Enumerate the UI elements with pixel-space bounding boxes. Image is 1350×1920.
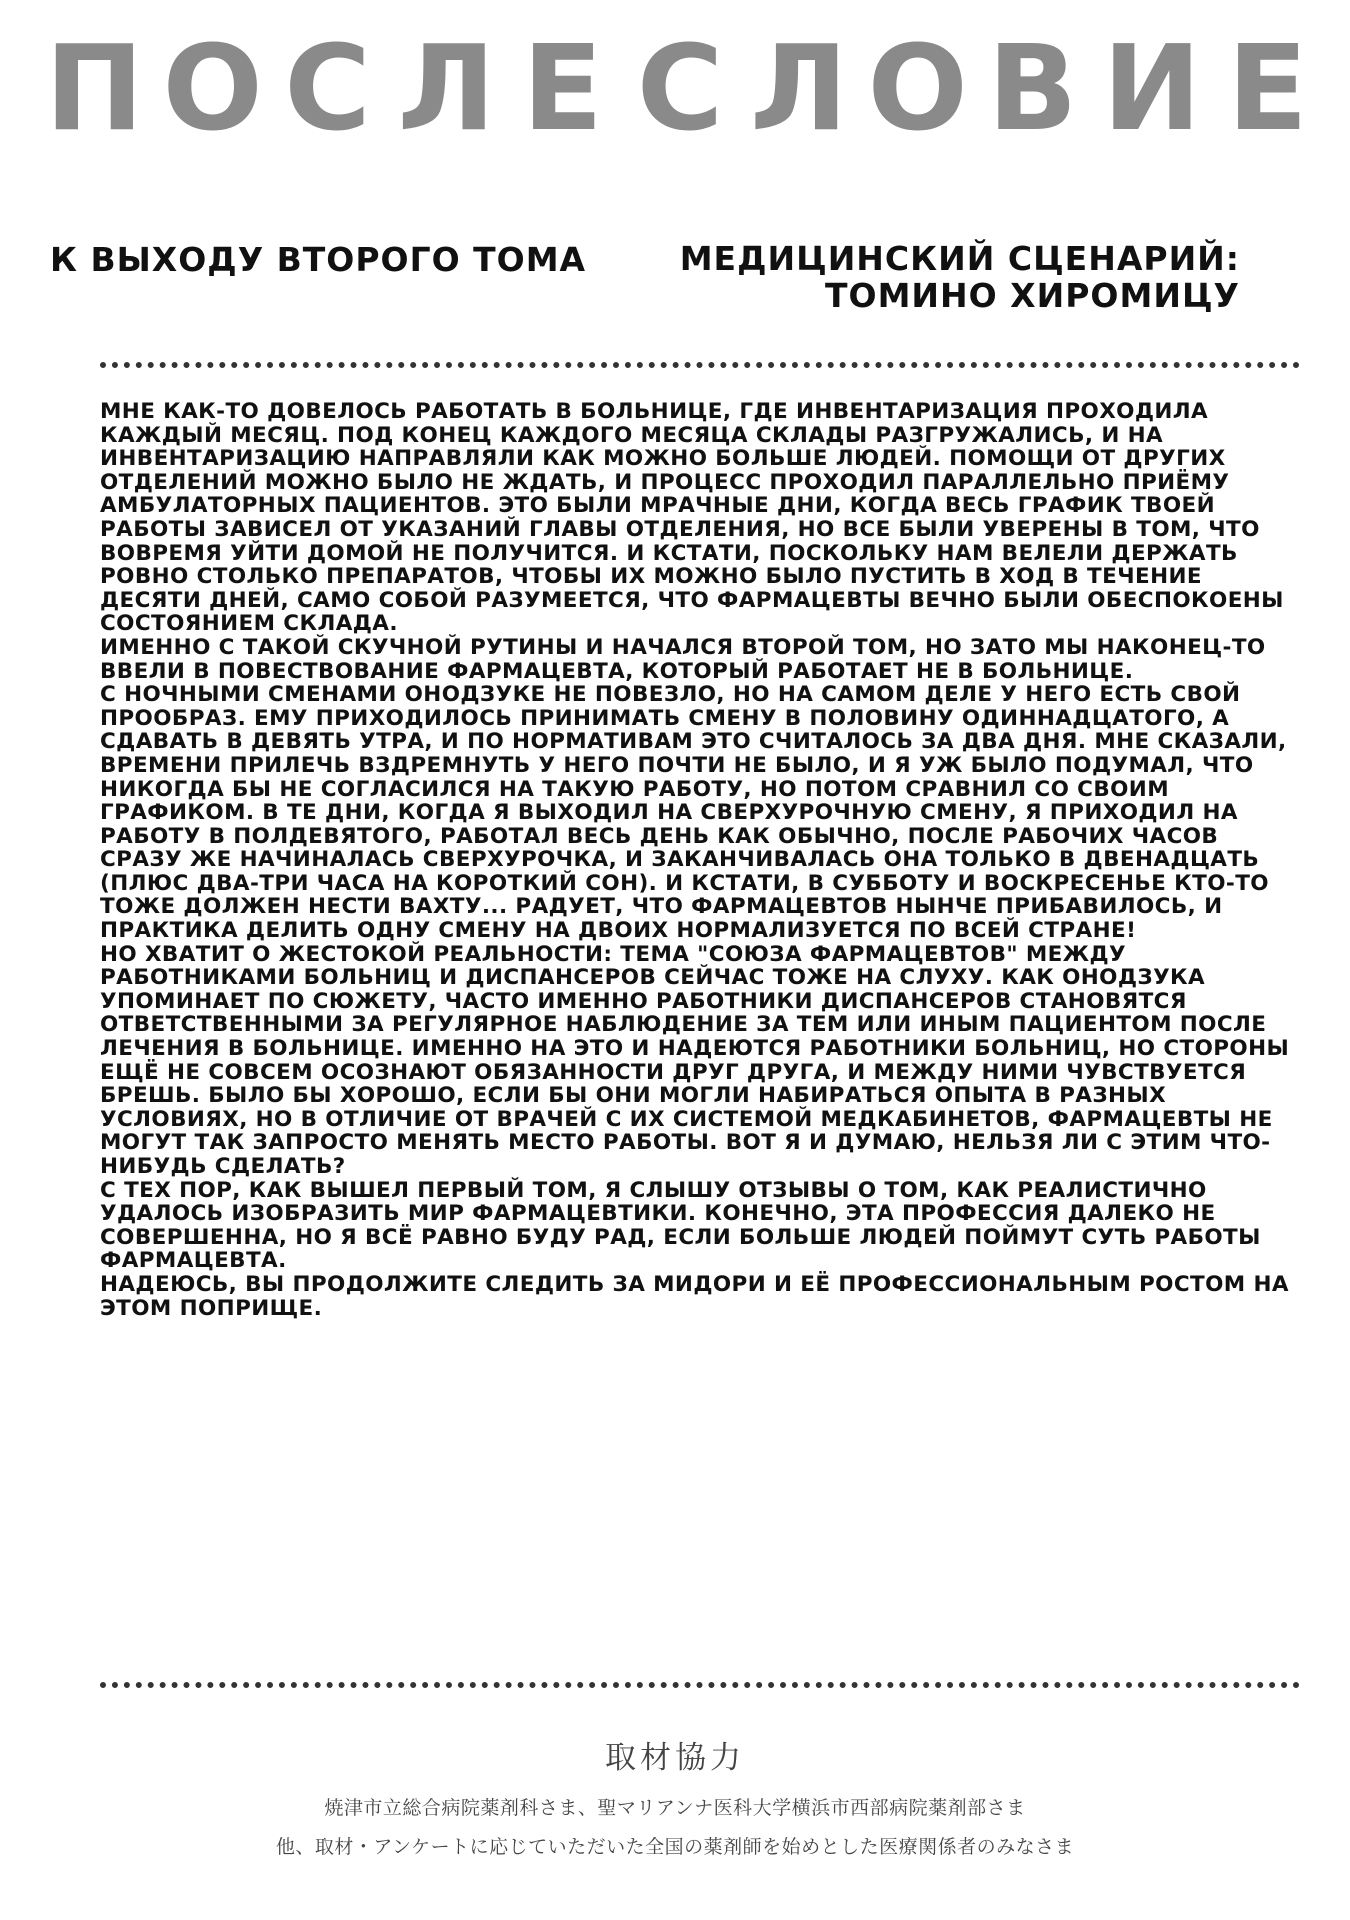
title-letter: О xyxy=(867,19,968,157)
paragraph: С НОЧНЫМИ СМЕНАМИ ОНОДЗУКЕ НЕ ПОВЕЗЛО, НО НА САМОМ ДЕЛЕ У НЕГО ЕСТЬ СВОЙ ПРООБРАЗ. ЕМУ ПРИХОДИЛОСЬ ПРИНИМАТЬ СМЕНУ В ПОЛОВИНУ ОДИННАДЦАТОГО, А СДАВАТЬ В ДЕВЯТЬ УТРА, И ПО НОРМАТИВАМ ЭТО СЧИТАЛОСЬ ЗА ДВА ДНЯ. МНЕ СКАЗАЛИ, ВРЕМЕНИ ПРИЛЕЧЬ ВЗДРЕМНУТЬ У НЕГО ПОЧТИ НЕ БЫЛО, И Я УЖ БЫЛО ПОДУМАЛ, ЧТО НИКОГДА БЫ НЕ СОГЛАСИЛСЯ НА ТАКУЮ РАБОТУ, НО ПОТОМ СРАВНИЛ СО СВОИМ ГРАФИКОМ. В ТЕ ДНИ, КОГДА Я ВЫХОДИЛ НА СВЕРХУРОЧНУЮ СМЕНУ, Я ПРИХОДИЛ НА РАБОТУ В ПОЛДЕВЯТОГО, РАБОТАЛ ВЕСЬ ДЕНЬ КАК ОБЫЧНО, ПОСЛЕ РАБОЧИХ ЧАСОВ СРАЗУ ЖЕ НАЧИНАЛАСЬ СВЕРХУРОЧКА, И ЗАКАНЧИВАЛАСЬ ОНА ТОЛЬКО В ДВЕНАДЦАТЬ (ПЛЮС ДВА-ТРИ ЧАСА НА КОРОТКИЙ СОН). И КСТАТИ, В СУББОТУ И ВОСКРЕСЕНЬЕ КТО-ТО ТОЖЕ ДОЛЖЕН НЕСТИ ВАХТУ... РАДУЕТ, ЧТО ФАРМАЦЕВТОВ НЫНЧЕ ПРИБАВИЛОСЬ, И ПРАКТИКА ДЕЛИТЬ ОДНУ СМЕНУ НА ДВОИХ НОРМАЛИЗУЕТСЯ ПО ВСЕЙ СТРАНЕ! xyxy=(100,682,1287,944)
author-credit-role: МЕДИЦИНСКИЙ СЦЕНАРИЙ: xyxy=(679,239,1240,278)
title-letter: П xyxy=(45,19,144,157)
credits-line: 他、取材・アンケートに応じていただいた全国の薬剤師を始めとした医療関係者のみなさま xyxy=(275,1836,1075,1858)
volume-heading: К ВЫХОДУ ВТОРОГО ТОМА xyxy=(50,240,587,279)
paragraph: С ТЕХ ПОР, КАК ВЫШЕЛ ПЕРВЫЙ ТОМ, Я СЛЫШУ ОТЗЫВЫ О ТОМ, КАК РЕАЛИСТИЧНО УДАЛОСЬ ИЗОБРАЗИТЬ МИР ФАРМАЦЕВТИКИ. КОНЕЧНО, ЭТА ПРОФЕССИЯ ДАЛЕКО НЕ СОВЕРШЕННА, НО Я ВСЁ РАВНО БУДУ РАД, ЕСЛИ БОЛЬШЕ ЛЮДЕЙ ПОЙМУТ СУТЬ РАБОТЫ ФАРМАЦЕВТА. xyxy=(100,1177,1261,1274)
dotted-divider-bottom xyxy=(100,1682,1300,1688)
title-letter: И xyxy=(1102,19,1202,157)
title-letter: Е xyxy=(1227,19,1308,157)
title-letter: С xyxy=(284,19,371,157)
title-letter: С xyxy=(636,19,724,157)
title-letter: Л xyxy=(397,19,496,157)
page-title xyxy=(45,18,1315,158)
title-letter: Л xyxy=(750,19,849,157)
paragraph: НАДЕЮСЬ, ВЫ ПРОДОЛЖИТЕ СЛЕДИТЬ ЗА МИДОРИ И ЕЁ ПРОФЕССИОНАЛЬНЫМ РОСТОМ НА ЭТОМ ПОПРИЩЕ. xyxy=(100,1271,1289,1321)
paragraph: НО ХВАТИТ О ЖЕСТОКОЙ РЕАЛЬНОСТИ: ТЕМА "СОЮЗА ФАРМАЦЕВТОВ" МЕЖДУ РАБОТНИКАМИ БОЛЬНИЦ И ДИСПАНСЕРОВ СЕЙЧАС ТОЖЕ НА СЛУХУ. КАК ОНОДЗУКА УПОМИНАЕТ ПО СЮЖЕТУ, ЧАСТО ИМЕННО РАБОТНИКИ ДИСПАНСЕРОВ СТАНОВЯТСЯ ОТВЕТСТВЕННЫМИ ЗА РЕГУЛЯРНОЕ НАБЛЮДЕНИЕ ЗА ТЕМ ИЛИ ИНЫМ ПАЦИЕНТОМ ПОСЛЕ ЛЕЧЕНИЯ В БОЛЬНИЦЕ. ИМЕННО НА ЭТО И НАДЕЮТСЯ РАБОТНИКИ БОЛЬНИЦ, НО СТОРОНЫ ЕЩЁ НЕ СОВСЕМ ОСОЗНАЮТ ОБЯЗАННОСТИ ДРУГ ДРУГА, И МЕЖДУ НИМИ ЧУВСТВУЕТСЯ БРЕШЬ. БЫЛО БЫ ХОРОШО, ЕСЛИ БЫ ОНИ МОГЛИ НАБИРАТЬСЯ ОПЫТА В РАЗНЫХ УСЛОВИЯХ, НО В ОТЛИЧИЕ ОТ ВРАЧЕЙ С ИХ СИСТЕМОЙ МЕДКАБИНЕТОВ, ФАРМАЦЕВТЫ НЕ МОГУТ ТАК ЗАПРОСТО МЕНЯТЬ МЕСТО РАБОТЫ. ВОТ Я И ДУМАЮ, НЕЛЬЗЯ ЛИ С ЭТИМ ЧТО-НИБУДЬ СДЕЛАТЬ? xyxy=(100,941,1290,1179)
paragraph: ИМЕННО С ТАКОЙ СКУЧНОЙ РУТИНЫ И НАЧАЛСЯ ВТОРОЙ ТОМ, НО ЗАТО МЫ НАКОНЕЦ-ТО ВВЕЛИ В ПОВЕСТВОВАНИЕ ФАРМАЦЕВТА, КОТОРЫЙ РАБОТАЕТ НЕ В БОЛЬНИЦЕ. xyxy=(100,634,1266,684)
dotted-divider-top xyxy=(100,362,1300,368)
title-letter: О xyxy=(162,19,263,157)
title-letter: Е xyxy=(522,19,603,157)
paragraph: МНЕ КАК-ТО ДОВЕЛОСЬ РАБОТАТЬ В БОЛЬНИЦЕ, ГДЕ ИНВЕНТАРИЗАЦИЯ ПРОХОДИЛА КАЖДЫЙ МЕСЯЦ. ПОД КОНЕЦ КАЖДОГО МЕСЯЦА СКЛАДЫ РАЗГРУЖАЛИСЬ, И НА ИНВЕНТАРИЗАЦИЮ НАПРАВЛЯЛИ КАК МОЖНО БОЛЬШЕ ЛЮДЕЙ. ПОМОЩИ ОТ ДРУГИХ ОТДЕЛЕНИЙ МОЖНО БЫЛО НЕ ЖДАТЬ, И ПРОЦЕСС ПРОХОДИЛ ПАРАЛЛЕЛЬНО ПРИЁМУ АМБУЛАТОРНЫХ ПАЦИЕНТОВ. ЭТО БЫЛИ МРАЧНЫЕ ДНИ, КОГДА ВЕСЬ ГРАФИК ТВОЕЙ РАБОТЫ ЗАВИСЕЛ ОТ УКАЗАНИЙ ГЛАВЫ ОТДЕЛЕНИЯ, НО ВСЕ БЫЛИ УВЕРЕНЫ В ТОМ, ЧТО ВОВРЕМЯ УЙТИ ДОМОЙ НЕ ПОЛУЧИТСЯ. И КСТАТИ, ПОСКОЛЬКУ НАМ ВЕЛЕЛИ ДЕРЖАТЬ РОВНО СТОЛЬКО ПРЕПАРАТОВ, ЧТОБЫ ИХ МОЖНО БЫЛО ПУСТИТЬ В ХОД В ТЕЧЕНИЕ ДЕСЯТИ ДНЕЙ, САМО СОБОЙ РАЗУМЕЕТСЯ, ЧТО ФАРМАЦЕВТЫ ВЕЧНО БЫЛИ ОБЕСПОКОЕНЫ СОСТОЯНИЕМ СКЛАДА. xyxy=(100,399,1284,637)
afterword-text xyxy=(100,400,1300,1320)
author-credit xyxy=(680,240,1240,314)
credits-line: 焼津市立総合病院薬剤科さま、聖マリアンナ医科大学横浜市西部病院薬剤部さま xyxy=(324,1797,1026,1819)
credits-title: 取材協力 xyxy=(605,1740,745,1776)
title-letter: В xyxy=(987,19,1078,157)
author-credit-name: ТОМИНО ХИРОМИЦУ xyxy=(825,276,1240,315)
